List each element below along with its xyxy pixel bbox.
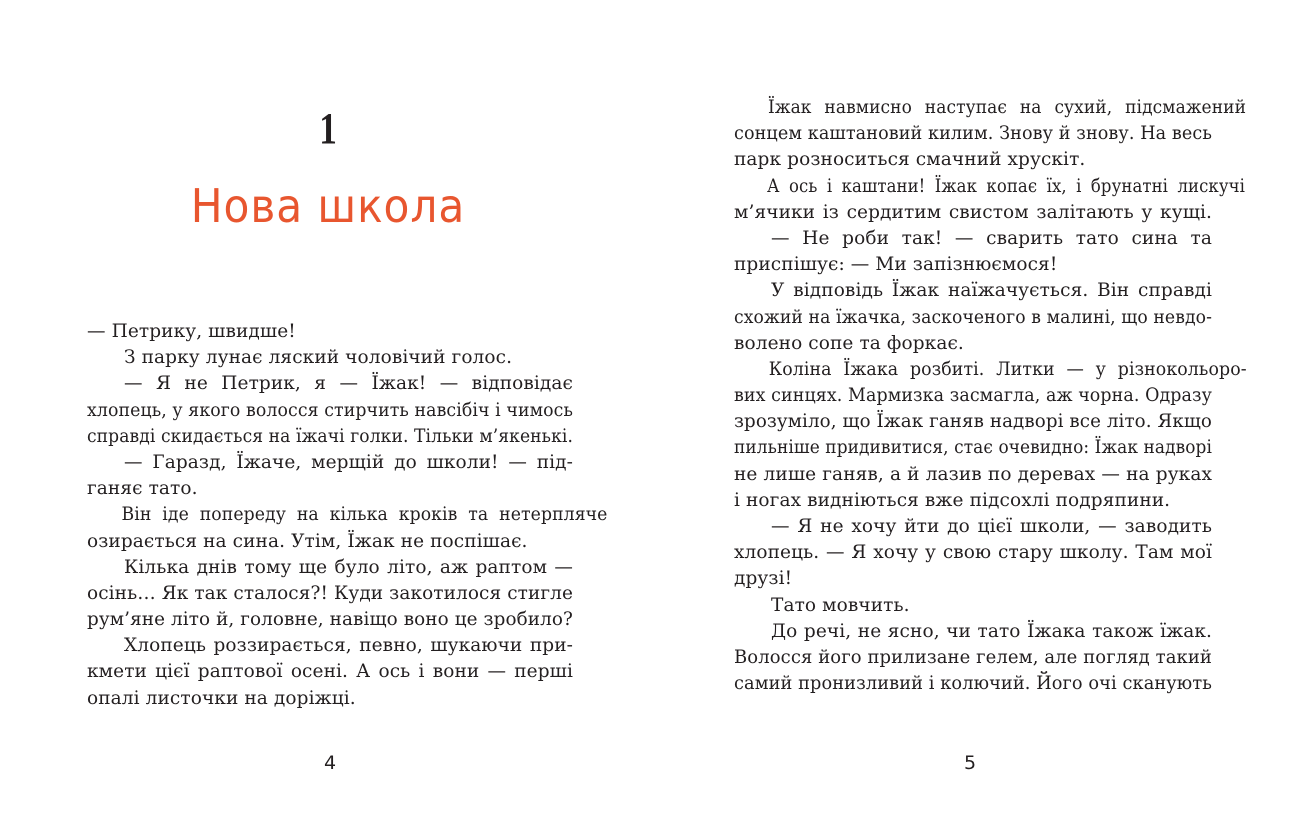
text-line: У відповідь Їжак наїжачується. Він справді xyxy=(771,280,1212,302)
text-line: схожий на їжачка, заскоченого в малині, що невдо- xyxy=(734,306,1212,328)
text-line: хлопець. — Я хочу у свою стару школу. Там мої xyxy=(734,542,1212,564)
text-line: і ногах видніються вже підсохлі подряпини. xyxy=(734,489,1171,511)
page-number: 4 xyxy=(323,752,337,774)
text-line: опалі листочки на доріжці. xyxy=(87,687,356,709)
text-line: сонцем каштановий килим. Знову й знову. На весь xyxy=(734,123,1212,145)
text-line: пильніше придивитися, стає очевидно: Їжак надворі xyxy=(734,437,1212,459)
text-line: Їжак навмисно наступає на сухий, підсмажений xyxy=(768,97,1247,118)
text-line: Тато мовчить. xyxy=(771,594,910,616)
text-line: осінь… Як так сталося?! Куди закотилося стигле xyxy=(87,582,573,604)
text-line: ганяє тато. xyxy=(87,478,198,500)
chapter-title: Нова школа xyxy=(190,179,466,233)
chapter-number: 1 xyxy=(319,104,337,153)
text-line: хлопець, у якого волосся стирчить навсібіч і чимось xyxy=(87,399,573,421)
text-line: справді скидається на їжачі голки. Тільки м’якенькі. xyxy=(87,425,573,447)
page-number: 5 xyxy=(963,752,977,774)
text-line: — Гаразд, Їжаче, мерщій до школи! — під- xyxy=(124,451,573,473)
text-line: — Не роби так! — сварить тато сина та xyxy=(771,227,1212,249)
text-line: Хлопець роззирається, певно, шукаючи при- xyxy=(124,635,573,657)
text-line: приспішує: — Ми запізнюємося! xyxy=(734,254,1058,276)
text-line: зрозуміло, що Їжак ганяв надворі все літо. Якщо xyxy=(734,411,1212,433)
text-line: не лише ганяв, а й лазив по деревах — на руках xyxy=(734,463,1212,485)
text-line: Він іде попереду на кілька кроків та нетерпляче xyxy=(121,504,608,526)
text-line: Волосся його прилизане гелем, але погляд такий xyxy=(734,646,1212,668)
text-line: рум’яне літо й, головне, навіщо воно це зробило? xyxy=(87,609,573,631)
text-line: До речі, не ясно, чи тато Їжака також їжак. xyxy=(771,620,1212,642)
text-line: волено сопе та форкає. xyxy=(734,332,964,354)
text-line: кмети цієї раптової осені. А ось і вони — перші xyxy=(87,661,573,683)
text-line: А ось і каштани! Їжак копає їх, і брунатні лискучі xyxy=(766,175,1245,197)
body-text xyxy=(734,95,1247,697)
body-text xyxy=(87,319,608,712)
text-line: парк розноситься смачний хрускіт. xyxy=(734,149,1086,171)
right-page xyxy=(650,0,1299,827)
text-line: озирається на сина. Утім, Їжак не поспішає. xyxy=(87,530,528,552)
text-line: — Я не Петрик, я — Їжак! — відповідає xyxy=(124,373,573,395)
text-line: друзі! xyxy=(734,568,793,590)
text-line: — Я не хочу йти до цієї школи, — заводить xyxy=(771,516,1212,537)
text-line: Кілька днів тому ще було літо, аж раптом — xyxy=(124,556,573,578)
text-line: вих синцях. Мармизка засмагла, аж чорна. Одразу xyxy=(734,385,1212,407)
text-line: самий пронизливий і колючий. Його очі сканують xyxy=(734,673,1212,695)
text-line: — Петрику, швидше! xyxy=(87,321,296,342)
text-line: м’ячики із сердитим свистом залітають у кущі. xyxy=(734,201,1212,223)
text-line: Коліна Їжака розбиті. Литки — у різнокольоро- xyxy=(768,358,1247,380)
text-line: З парку лунає ляский чоловічий голос. xyxy=(124,347,513,369)
